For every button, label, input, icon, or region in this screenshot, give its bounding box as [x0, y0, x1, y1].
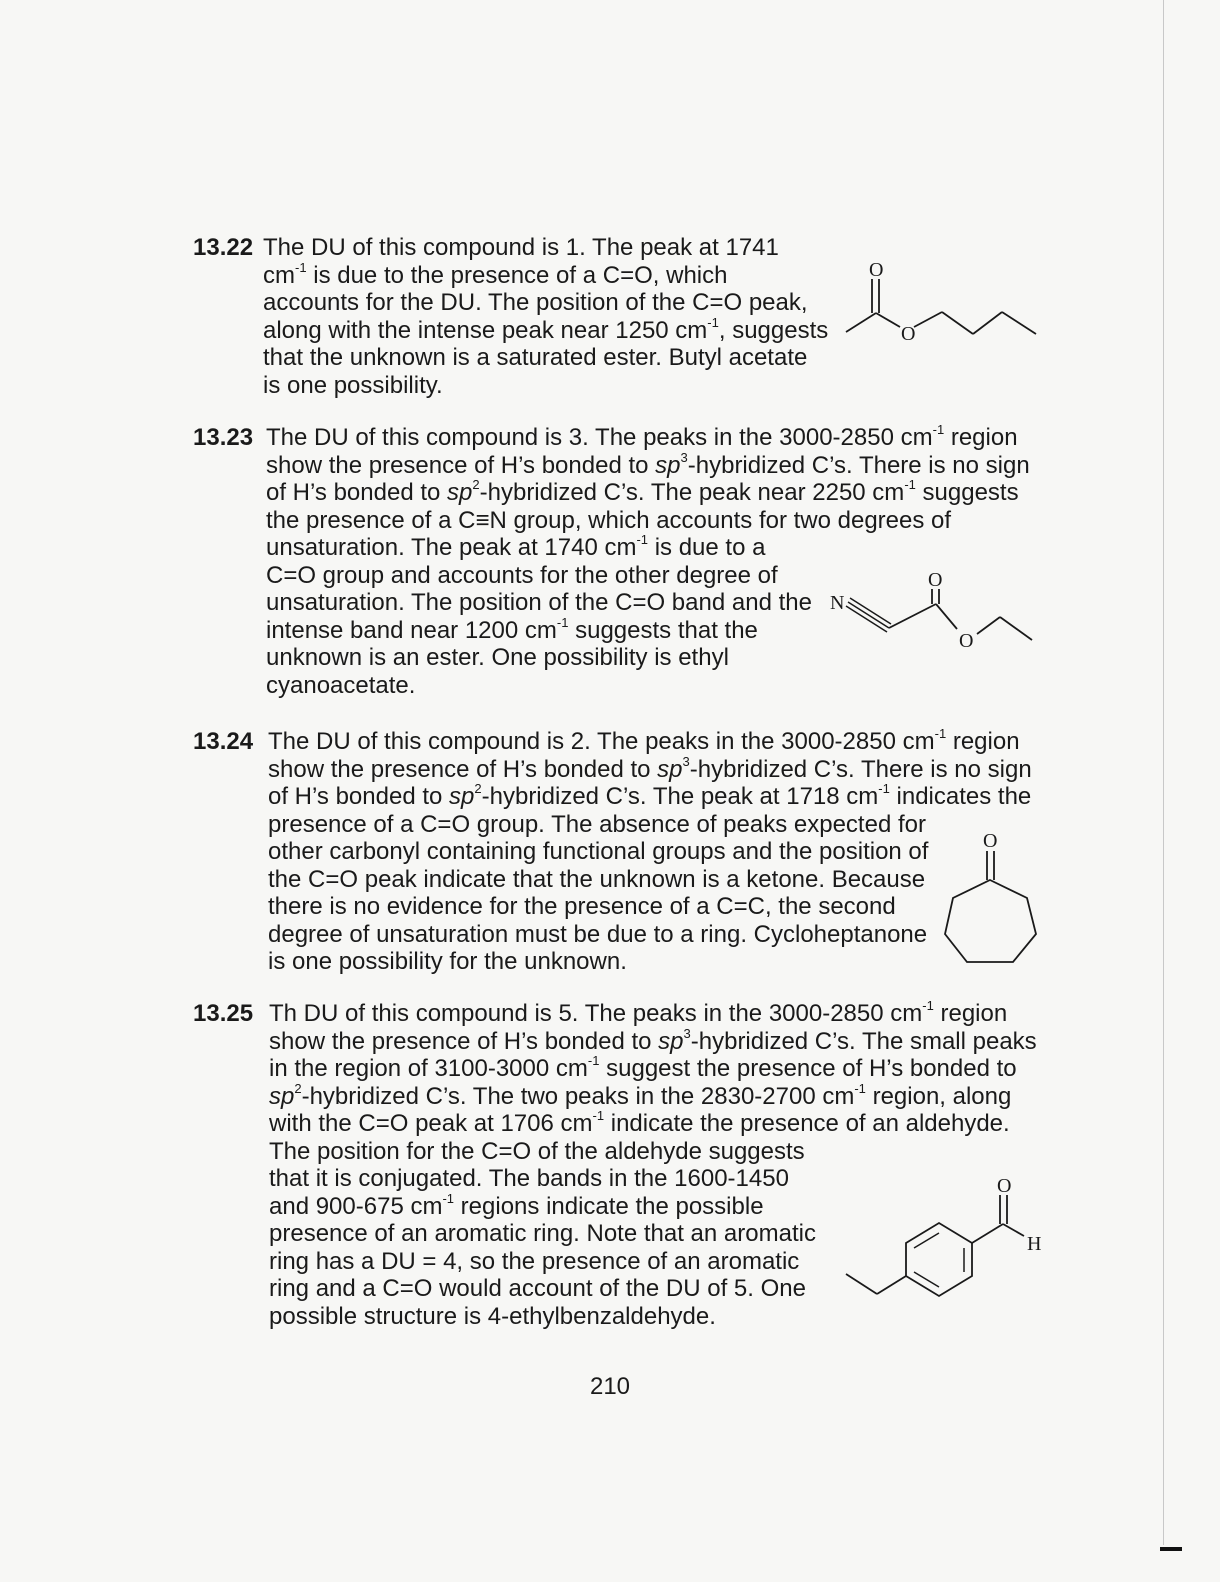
text-line: presence of a C=O group. The absence of peaks expected for [268, 810, 926, 838]
superscript: -1 [934, 726, 947, 741]
superscript: -1 [904, 477, 916, 492]
text-line: show the presence of H’s bonded to $sp^3$-hybridized C’s. The small peaks [269, 1025, 1037, 1055]
text-line: and 900-675 $cm^{-1}$ regions indicate the possible [269, 1190, 764, 1220]
atom-label: N [830, 592, 845, 614]
text-line: presence of an aromatic ring. Note that an aromatic [269, 1220, 816, 1247]
superscript: 3 [682, 753, 690, 769]
superscript: 2 [472, 477, 480, 492]
superscript: -1 [442, 1190, 455, 1206]
superscript: -1 [587, 1053, 600, 1068]
atom-label: O [928, 569, 943, 591]
text-line: along with the intense peak near 1250 $cm^{-1}$, suggests [263, 314, 829, 344]
text-line: other carbonyl containing functional groups and the position of [268, 838, 929, 865]
text-line: show the presence of H’s bonded to $sp^3$-hybridized C’s. There is no sign [266, 449, 1030, 479]
scan-edge-line [1163, 0, 1164, 1545]
superscript: -1 [592, 1108, 605, 1123]
text-line: The DU of this compound is 2. The peaks in the 3000-2850 $cm^{-1}$ region [268, 726, 1020, 755]
text-line: intense band near 1200 $cm^{-1}$ suggests that the [266, 614, 758, 644]
atom-label: O [983, 830, 998, 852]
superscript: -1 [556, 614, 569, 630]
atom-label: O [901, 323, 916, 345]
cycloheptanone-structure [940, 826, 1045, 971]
atom-label: O [997, 1175, 1012, 1197]
text-line: the C=O peak indicate that the unknown is a ketone. Because [268, 865, 926, 893]
text-line: cyanoacetate. [266, 671, 416, 699]
text-line: of H’s bonded to $sp^2$-hybridized C’s. The peak near 2250 $cm^{-1}$ suggests [266, 477, 1019, 506]
italic-text: sp [655, 451, 681, 479]
text-line: C=O group and accounts for the other degree of [266, 561, 778, 589]
superscript: -1 [854, 1080, 866, 1096]
superscript: -1 [636, 532, 649, 547]
text-line: unsaturation. The position of the C=O band and the [266, 589, 812, 616]
4-ethylbenzaldehyde-structure [842, 1170, 1052, 1315]
superscript: -1 [295, 259, 307, 275]
text-line: Th DU of this compound is 5. The peaks in the 3000-2850 $cm^{-1}$ region [269, 998, 1008, 1027]
text-line: ring and a C=O would account of the DU of 5. One [269, 1275, 806, 1302]
atom-label: O [869, 259, 884, 281]
italic-text: sp [657, 755, 683, 783]
italic-text: sp [447, 479, 473, 506]
text-line: is one possibility for the unknown. [268, 948, 627, 975]
problem-number: 13.25 [193, 1000, 254, 1027]
ethyl-cyanoacetate-structure [828, 567, 1038, 662]
text-line: $sp^2$-hybridized C’s. The two peaks in the 2830-2700 $cm^{-1}$ region, along [269, 1080, 1012, 1110]
atom-label: H [1027, 1233, 1042, 1255]
page-number: 210 [589, 1373, 631, 1400]
italic-text: sp [449, 783, 475, 810]
superscript: -1 [922, 998, 934, 1013]
text-line: that it is conjugated. The bands in the 1600-1450 [269, 1165, 789, 1192]
text-line: degree of unsaturation must be due to a ring. Cycloheptanone [268, 920, 928, 948]
superscript: -1 [932, 422, 945, 437]
text-line: of H’s bonded to $sp^2$-hybridized C’s. The peak at 1718 $cm^{-1}$ indicates the [268, 781, 1032, 810]
text-line: with the C=O peak at 1706 $cm^{-1}$ indicate the presence of an aldehyde. [269, 1108, 1010, 1137]
text-line: in the region of 3100-3000 $cm^{-1}$ suggest the presence of H’s bonded to [269, 1053, 1017, 1082]
italic-text: sp [658, 1027, 684, 1055]
problem-number: 13.24 [193, 728, 254, 755]
butyl-acetate-structure [838, 255, 1043, 355]
text-line: accounts for the DU. The position of the C=O peak, [263, 289, 808, 316]
text-line: that the unknown is a saturated ester. Butyl acetate [263, 344, 808, 371]
text-line: the presence of a C≡N group, which accounts for two degrees of [266, 506, 952, 534]
text-line: is one possibility. [263, 371, 443, 399]
text-line: ring has a DU = 4, so the presence of an aromatic [269, 1247, 800, 1275]
text-line: possible structure is 4-ethylbenzaldehyde. [269, 1302, 716, 1330]
scan-edge-mark [1160, 1547, 1182, 1551]
text-line: $cm^{-1}$ is due to the presence of a C=O, which [263, 259, 728, 289]
text-line: unsaturation. The peak at 1740 $cm^{-1}$ is due to a [266, 532, 766, 561]
superscript: -1 [878, 781, 890, 796]
text-line: there is no evidence for the presence of a C=C, the second [268, 893, 896, 920]
atom-label: O [959, 630, 974, 652]
superscript: 2 [294, 1080, 302, 1096]
superscript: 3 [680, 449, 688, 465]
problem-number: 13.22 [193, 234, 254, 261]
text-line: show the presence of H’s bonded to $sp^3$-hybridized C’s. There is no sign [268, 753, 1032, 783]
italic-text: sp [269, 1082, 295, 1110]
text-line: The DU of this compound is 3. The peaks in the 3000-2850 $cm^{-1}$ region [266, 422, 1018, 451]
superscript: -1 [707, 314, 719, 330]
problem-number: 13.23 [193, 424, 254, 451]
superscript: 2 [474, 781, 482, 796]
superscript: 3 [683, 1025, 691, 1041]
text-line: The position for the C=O of the aldehyde suggests [269, 1137, 805, 1165]
text-line: The DU of this compound is 1. The peak at 1741 [263, 234, 779, 261]
text-line: unknown is an ester. One possibility is ethyl [266, 644, 729, 671]
